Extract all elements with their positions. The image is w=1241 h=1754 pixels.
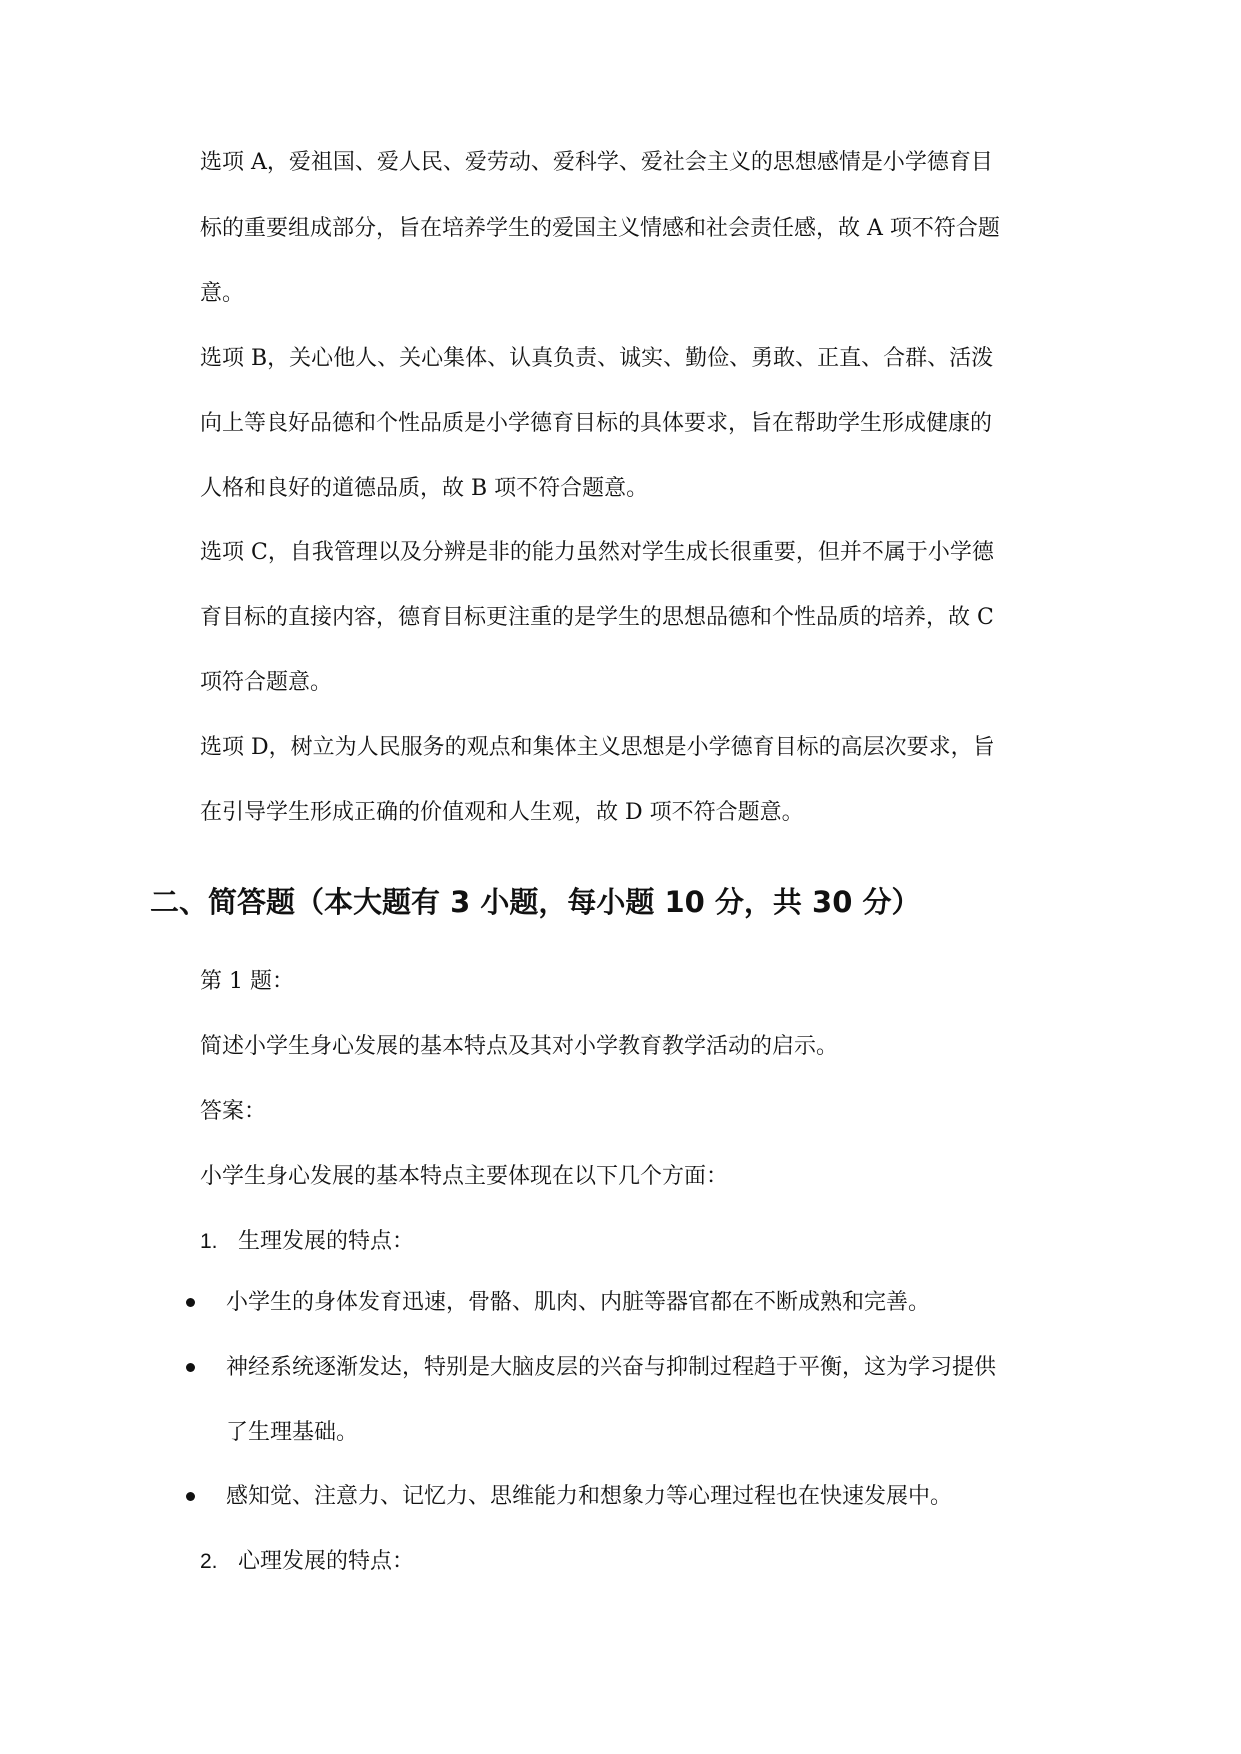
option-b-line-2: 向上等良好品德和个性品质是小学德育目标的具体要求，旨在帮助学生形成健康的: [200, 411, 993, 436]
section-heading: 二、简答题（本大题有 3 小题，每小题 10 分，共 30 分）: [150, 885, 921, 919]
bullet-dot: [186, 1298, 195, 1307]
bullet-1-line-1: 小学生的身体发育迅速，骨骼、肌肉、内脏等器官都在不断成熟和完善。: [226, 1290, 931, 1315]
option-b-line-1: 选项 B，关心他人、关心集体、认真负责、诚实、勤俭、勇敢、正直、合群、活泼: [200, 346, 994, 371]
answer-label: 答案：: [200, 1099, 267, 1124]
option-a-line-2: 标的重要组成部分，旨在培养学生的爱国主义情感和社会责任感，故 A 项不符合题: [200, 216, 1000, 241]
list-item-2-number: 2.: [200, 1550, 218, 1573]
list-item-1-title: 生理发展的特点：: [238, 1229, 415, 1254]
bullet-2-line-1: 神经系统逐渐发达，特别是大脑皮层的兴奋与抑制过程趋于平衡，这为学习提供: [226, 1355, 997, 1380]
option-c-line-1: 选项 C，自我管理以及分辨是非的能力虽然对学生成长很重要，但并不属于小学德: [200, 540, 994, 565]
bullet-3-line-1: 感知觉、注意力、记忆力、思维能力和想象力等心理过程也在快速发展中。: [226, 1484, 953, 1509]
answer-intro: 小学生身心发展的基本特点主要体现在以下几个方面：: [200, 1164, 729, 1189]
bullet-dot: [186, 1363, 195, 1372]
option-a-line-3: 意。: [200, 281, 245, 306]
list-item-2-title: 心理发展的特点：: [238, 1549, 415, 1574]
option-b-line-3: 人格和良好的道德品质，故 B 项不符合题意。: [200, 476, 649, 501]
option-c-line-3: 项符合题意。: [200, 670, 333, 695]
option-d-line-1: 选项 D，树立为人民服务的观点和集体主义思想是小学德育目标的高层次要求，旨: [200, 735, 995, 760]
question-label: 第 1 题：: [200, 969, 294, 994]
bullet-2-line-2: 了生理基础。: [226, 1420, 359, 1445]
option-d-line-2: 在引导学生形成正确的价值观和人生观，故 D 项不符合题意。: [200, 800, 804, 825]
bullet-dot: [186, 1492, 195, 1501]
question-text: 简述小学生身心发展的基本特点及其对小学教育教学活动的启示。: [200, 1034, 839, 1059]
option-a-line-1: 选项 A，爱祖国、爱人民、爱劳动、爱科学、爱社会主义的思想感情是小学德育目: [200, 150, 993, 175]
option-c-line-2: 育目标的直接内容，德育目标更注重的是学生的思想品德和个性品质的培养，故 C: [200, 605, 994, 630]
list-item-1-number: 1.: [200, 1230, 218, 1253]
